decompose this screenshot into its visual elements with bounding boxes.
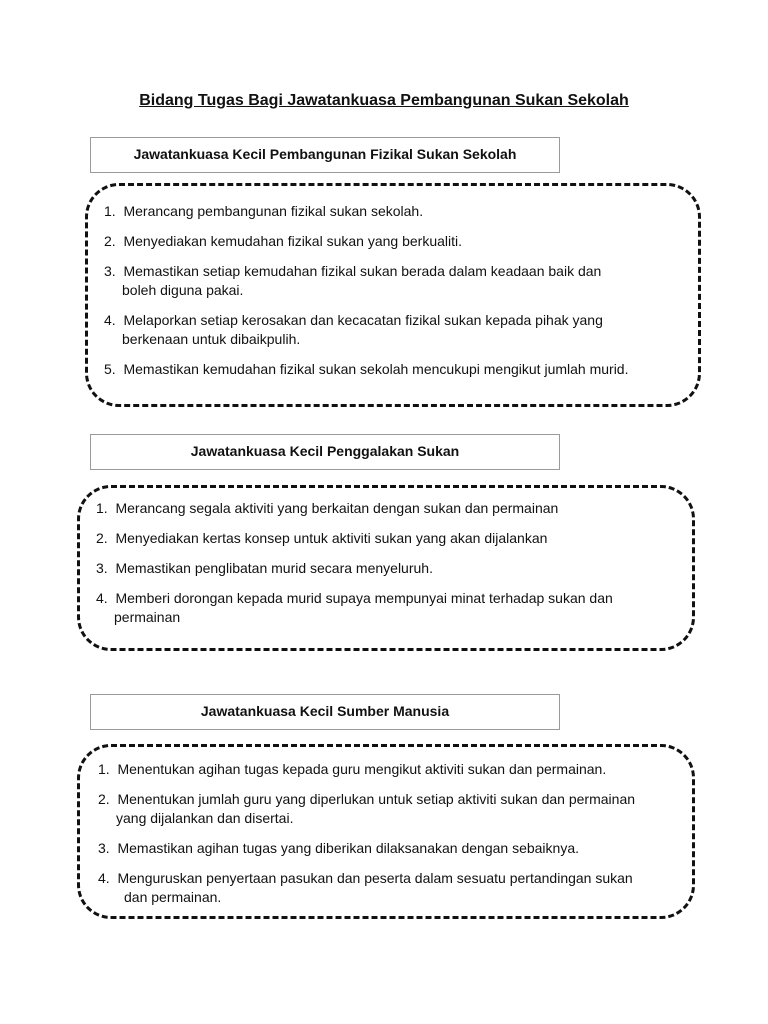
section-heading-fizikal: Jawatankuasa Kecil Pembangunan Fizikal Sukan Sekolah — [90, 137, 560, 173]
list-item: 1. Menentukan agihan tugas kepada guru mengikut aktiviti sukan dan permainan. — [98, 761, 607, 777]
list-item: 3. Memastikan penglibatan murid secara menyeluruh. — [96, 560, 433, 576]
list-item: 1. Merancang pembangunan fizikal sukan sekolah. — [104, 203, 424, 219]
list-item: 5. Memastikan kemudahan fizikal sukan sekolah mencukupi mengikut jumlah murid. — [104, 361, 629, 377]
list-item: 4. Melaporkan setiap kerosakan dan kecacatan fizikal sukan kepada pihak yang berkenaan untuk dibaikpulih. — [104, 312, 603, 347]
duties-list-fizikal — [104, 202, 694, 379]
list-item: 2. Menyediakan kertas konsep untuk aktiviti sukan yang akan dijalankan — [96, 530, 548, 546]
duties-list-penggalakan — [96, 499, 686, 627]
list-item: 3. Memastikan setiap kemudahan fizikal sukan berada dalam keadaan baik dan boleh diguna pakai. — [104, 263, 602, 298]
section-heading-sumber-manusia: Jawatankuasa Kecil Sumber Manusia — [90, 694, 560, 730]
list-item: 2. Menentukan jumlah guru yang diperlukan untuk setiap aktiviti sukan dan permainan yang dijalankan dan disertai. — [98, 791, 636, 826]
list-item: 2. Menyediakan kemudahan fizikal sukan yang berkualiti. — [104, 233, 462, 249]
duties-list-sumber-manusia — [98, 760, 690, 907]
list-item: 1. Merancang segala aktiviti yang berkaitan dengan sukan dan permainan — [96, 500, 559, 516]
list-item: 4. Menguruskan penyertaan pasukan dan peserta dalam sesuatu pertandingan sukan dan permainan. — [98, 870, 633, 905]
section-heading-penggalakan: Jawatankuasa Kecil Penggalakan Sukan — [90, 434, 560, 470]
list-item: 3. Memastikan agihan tugas yang diberikan dilaksanakan dengan sebaiknya. — [98, 840, 579, 856]
list-item: 4. Memberi dorongan kepada murid supaya mempunyai minat terhadap sukan dan permainan — [96, 590, 613, 625]
page-title: Bidang Tugas Bagi Jawatankuasa Pembangunan Sukan Sekolah — [139, 92, 629, 109]
